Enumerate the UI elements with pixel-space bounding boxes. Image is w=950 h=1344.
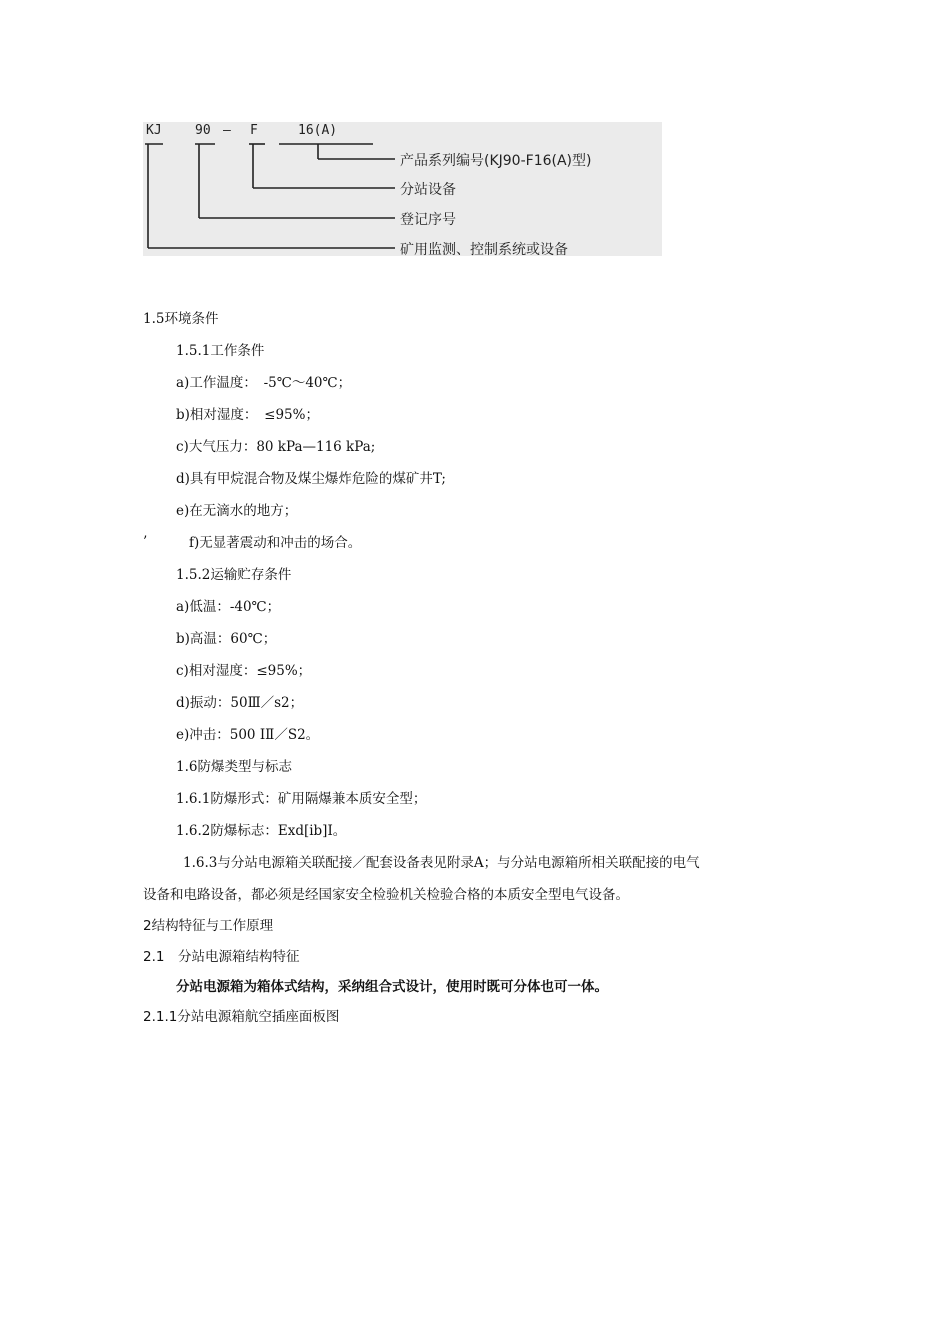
heading-2-1: 2.1 分站电源箱结构特征 <box>143 949 300 965</box>
label-registration-number: 登记序号 <box>400 212 456 228</box>
heading-1-5: 1.5环境条件 <box>143 311 219 327</box>
paragraph-2-1: 分站电源箱为箱体式结构，采纳组合式设计，使用时既可分体也可一体。 <box>176 979 608 995</box>
item-atmospheric-pressure: c)大气压力：80 kPa—116 kPa; <box>176 439 376 455</box>
heading-1-5-2: 1.5.2运输贮存条件 <box>176 567 292 583</box>
heading-2-1-1: 2.1.1分站电源箱航空插座面板图 <box>143 1009 340 1025</box>
item-high-temperature: b)高温：60℃； <box>176 631 277 647</box>
label-substation-equipment: 分站设备 <box>400 182 456 198</box>
heading-1-5-1: 1.5.1工作条件 <box>176 343 265 359</box>
model-code-diagram <box>143 122 662 256</box>
item-operating-temperature: a)工作温度： -5℃～40℃； <box>176 375 352 391</box>
label-mining-monitoring: 矿用监测、控制系统或设备 <box>400 242 568 256</box>
code-part-f: F <box>250 123 258 138</box>
item-relative-humidity: b)相对湿度： ≤95%； <box>176 407 319 423</box>
item-explosion-proof-mark: 1.6.2防爆标志：Exd[ib]I。 <box>176 823 347 839</box>
item-vibration: d)振动：50Ⅲ／s2； <box>176 695 304 711</box>
item-no-vibration: f)无显著震动和冲击的场合。 <box>189 535 362 551</box>
label-product-series: 产品系列编号(KJ90-F16(A)型) <box>400 153 592 169</box>
item-storage-humidity: c)相对湿度：≤95%； <box>176 663 312 679</box>
item-low-temperature: a)低温：-40℃； <box>176 599 281 615</box>
paragraph-1-6-3-line-2: 设备和电路设备，都必须是经国家安全检验机关检验合格的本质安全型电气设备。 <box>143 887 629 903</box>
heading-1-6: 1.6防爆类型与标志 <box>176 759 292 775</box>
heading-section-2: 2结构特征与工作原理 <box>143 918 274 934</box>
stray-apostrophe: ’ <box>143 534 148 550</box>
code-part-90: 90 <box>195 123 211 138</box>
code-part-dash: — <box>223 123 231 138</box>
item-no-dripping-water: e)在无滴水的地方； <box>176 503 298 519</box>
item-shock: e)冲击：500 ⅠⅡ／S2。 <box>176 727 320 743</box>
item-methane-mixture: d)具有甲烷混合物及煤尘爆炸危险的煤矿井T; <box>176 471 446 487</box>
item-explosion-proof-type: 1.6.1防爆形式：矿用隔爆兼本质安全型； <box>176 791 427 807</box>
paragraph-1-6-3-line-1: 1.6.3与分站电源箱关联配接／配套设备表见附录A；与分站电源箱所相关联配接的电气 <box>183 855 700 871</box>
code-part-kj: KJ <box>146 123 162 138</box>
code-part-16a: 16(A) <box>298 123 338 138</box>
